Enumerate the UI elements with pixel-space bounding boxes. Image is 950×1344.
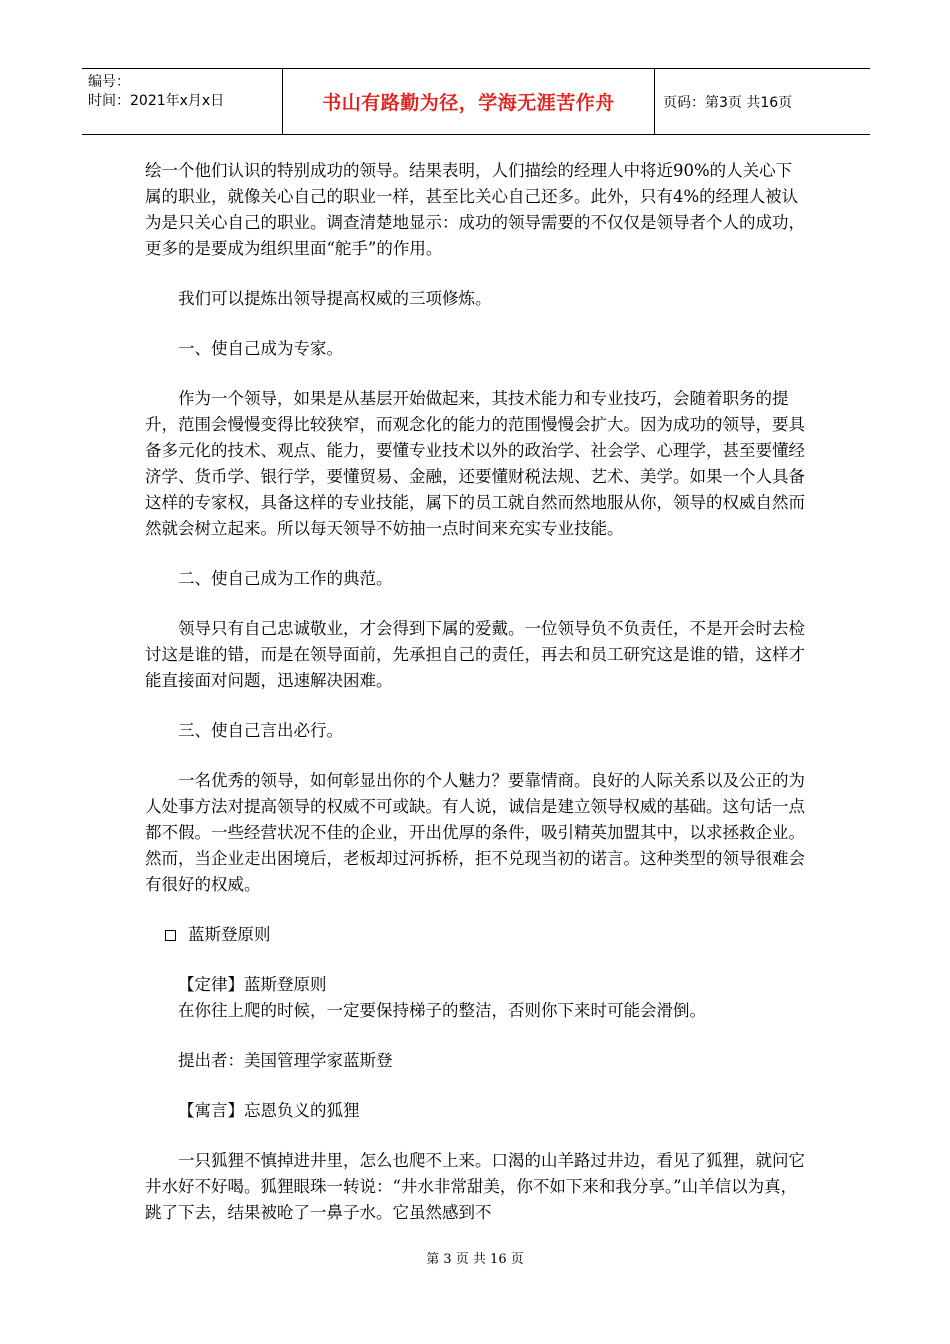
heading-three: 三、使自己言出必行。 (178, 721, 343, 740)
fable-label: 【寓言】忘恩负义的狐狸 (178, 1101, 360, 1120)
checkbox-icon (165, 930, 176, 941)
paragraph-continuation: 绘一个他们认识的特别成功的领导。结果表明，人们描绘的经理人中将近90%的人关心下属的职业，就像关心自己的职业一样，甚至比关心自己还多。此外，只有4%的经理人被认为是只关心自己的职业。调查清楚地显示：成功的领导需要的不仅仅是领导者个人的成功，更多的是要成为组织里面“舵手”的作用。 (145, 161, 805, 258)
page-footer: 第 3 页 共 16 页 (426, 1252, 524, 1267)
section-title: 蓝斯登原则 (188, 925, 271, 944)
heading-one: 一、使自己成为专家。 (178, 339, 343, 358)
paragraph-intro: 我们可以提炼出领导提高权威的三项修炼。 (178, 289, 492, 308)
paragraph-model: 领导只有自己忠诚敬业，才会得到下属的爱戴。一位领导负不负责任，不是开会时去检讨这是谁的错，而是在领导面前，先承担自己的责任，再去和员工研究这是谁的错，这样才能直接面对问题，迅速解决困难。 (145, 619, 805, 690)
section-title-line (145, 922, 805, 948)
header-meta (82, 69, 283, 134)
fable-text: 一只狐狸不慎掉进井里，怎么也爬不上来。口渴的山羊路过井边，看见了狐狸，就问它井水好不好喝。狐狸眼珠一转说：“井水非常甜美，你不如下来和我分享。”山羊信以为真，跳了下去，结果被呛了一鼻子水。它虽然感到不 (145, 1151, 805, 1222)
paragraph-promise: 一名优秀的领导，如何彰显出你的个人魅力？要靠情商。良好的人际关系以及公正的为人处事方法对提高领导的权威不可或缺。有人说，诚信是建立领导权威的基础。这句话一点都不假。一些经营状况不佳的企业，开出优厚的条件，吸引精英加盟其中，以求拯救企业。然而，当企业走出困境后，老板却过河拆桥，拒不兑现当初的诺言。这种类型的领导很难会有很好的权威。 (145, 771, 805, 894)
header-page-label: 页码：第3页 共16页 (663, 94, 793, 111)
paragraph-expert: 作为一个领导，如果是从基层开始做起来，其技术能力和专业技巧，会随着职务的提升，范围会慢慢变得比较狭窄，而观念化的能力的范围慢慢会扩大。因为成功的领导，要具备多元化的技术、观点、能力，要懂专业技术以外的政治学、社会学、心理学，甚至要懂经济学、货币学、银行学，要懂贸易、金融，还要懂财税法规、艺术、美学。如果一个人具备这样的专家权，具备这样的专业技能，属下的员工就自然而然地服从你，领导的权威自然而然就会树立起来。所以每天领导不妨抽一点时间来充实专业技能。 (145, 389, 805, 538)
document-body (145, 158, 805, 1226)
law-label: 【定律】蓝斯登原则 (178, 975, 327, 994)
heading-two: 二、使自己成为工作的典范。 (178, 569, 393, 588)
page-header (82, 68, 870, 135)
header-motto: 书山有路勤为径，学海无涯苦作舟 (283, 69, 655, 134)
date-label: 时间：2021年x月x日 (88, 93, 225, 109)
proposer: 提出者：美国管理学家蓝斯登 (178, 1051, 393, 1070)
number-label: 编号： (88, 74, 130, 90)
law-text: 在你往上爬的时候，一定要保持梯子的整洁，否则你下来时可能会滑倒。 (178, 1001, 706, 1020)
